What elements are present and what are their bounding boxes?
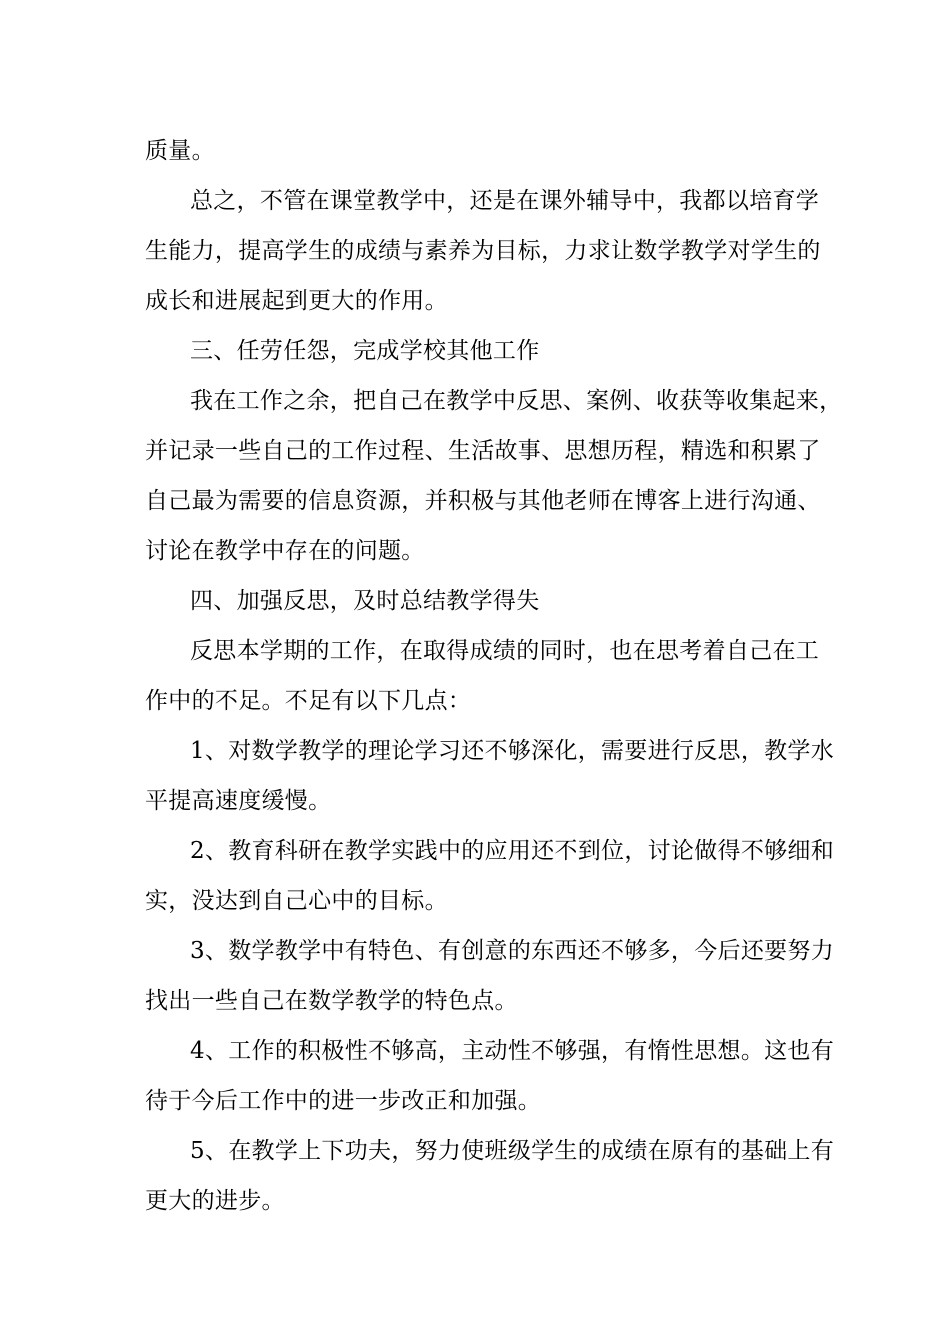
text-line: 总之，不管在课堂教学中，还是在课外辅导中，我都以培育学 — [190, 188, 820, 214]
text-line: 我在工作之余，把自己在教学中反思、案例、收获等收集起来， — [190, 388, 843, 414]
text-line: 反思本学期的工作，在取得成绩的同时，也在思考着自己在工 — [190, 638, 820, 664]
text-line: 并记录一些自己的工作过程、生活故事、思想历程，精选和积累了 — [145, 438, 821, 464]
list-item: 3、数学教学中有特色、有创意的东西还不够多，今后还要努力 — [190, 938, 835, 964]
text-line: 更大的进步。 — [145, 1188, 285, 1214]
list-item: 1、对数学教学的理论学习还不够深化，需要进行反思，教学水 — [190, 738, 835, 764]
text-line: 生能力，提高学生的成绩与素养为目标，力求让数学教学对学生的 — [145, 238, 821, 264]
section-heading: 三、任劳任怨，完成学校其他工作 — [190, 338, 540, 364]
section-heading: 四、加强反思，及时总结教学得失 — [190, 588, 540, 614]
list-item: 5、在教学上下功夫，努力使班级学生的成绩在原有的基础上有 — [190, 1138, 835, 1164]
text-line: 成长和进展起到更大的作用。 — [145, 288, 448, 314]
list-item: 4、工作的积极性不够高，主动性不够强，有惰性思想。这也有 — [190, 1038, 835, 1064]
text-line: 找出一些自己在数学教学的特色点。 — [145, 988, 518, 1014]
text-line: 待于今后工作中的进一步改正和加强。 — [145, 1088, 542, 1114]
list-item: 2、教育科研在教学实践中的应用还不到位，讨论做得不够细和 — [190, 838, 835, 864]
text-line: 自己最为需要的信息资源，并积极与其他老师在博客上进行沟通、 — [145, 488, 821, 514]
text-line: 讨论在教学中存在的问题。 — [145, 538, 425, 564]
text-line: 质量。 — [145, 138, 215, 164]
text-line: 作中的不足。不足有以下几点： — [145, 688, 472, 714]
text-line: 平提高速度缓慢。 — [145, 788, 332, 814]
text-line: 实，没达到自己心中的目标。 — [145, 888, 448, 914]
